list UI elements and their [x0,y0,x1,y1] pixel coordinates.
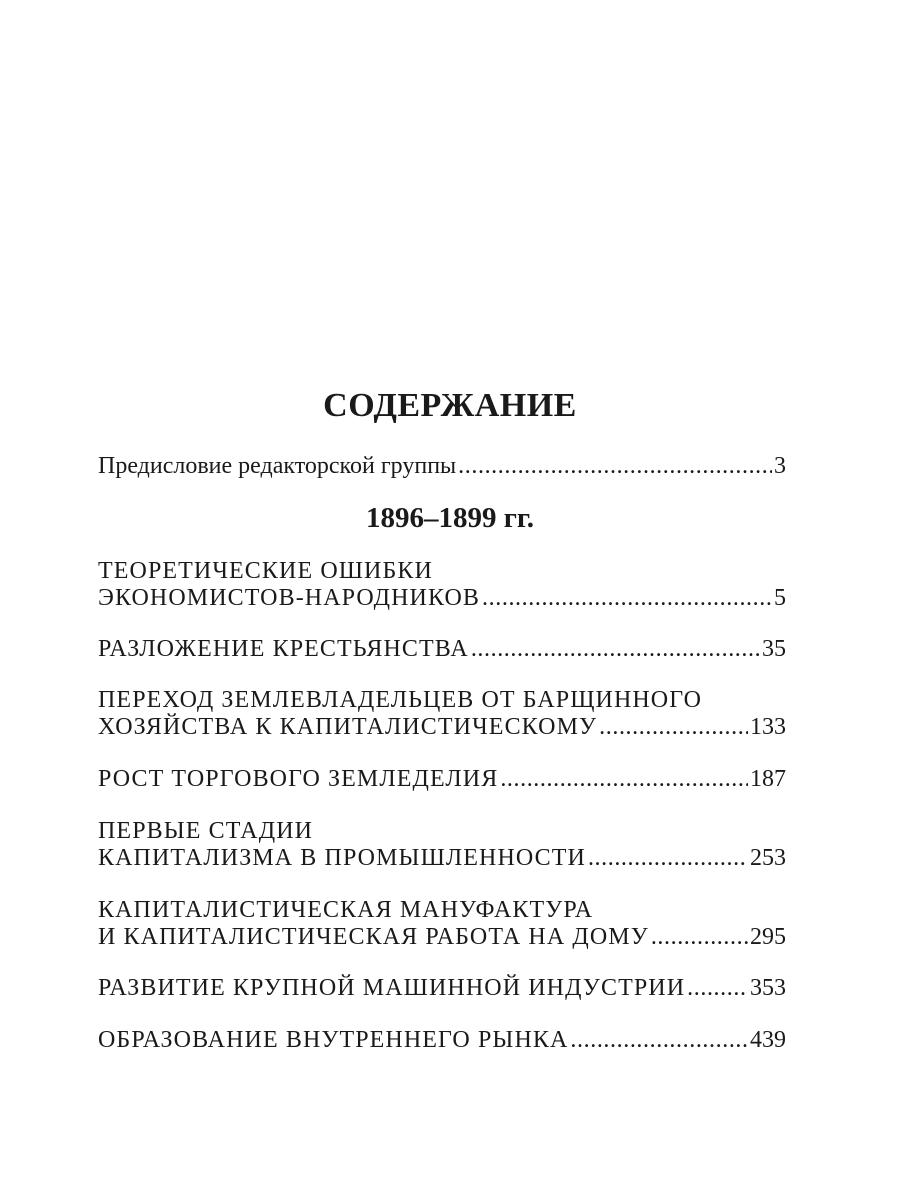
toc-entry-preface[interactable] [98,453,786,480]
section-heading: 1896–1899 гг. [365,502,535,534]
toc-line [98,1027,786,1054]
toc-line [98,453,786,480]
toc-entry[interactable] [98,766,786,793]
toc-line [98,766,786,793]
toc-page-number: 5 [774,585,786,611]
toc-entry-title-line1: ПЕРВЫЕ СТАДИИ [98,818,314,844]
toc-page-number: 35 [762,636,786,662]
toc-entry-title-line2: ХОЗЯЙСТВА К КАПИТАЛИСТИЧЕСКОМУ [98,714,598,740]
toc-entry-title-line1: КАПИТАЛИСТИЧЕСКАЯ МАНУФАКТУРА [98,897,594,923]
toc-entry[interactable] [98,897,786,951]
toc-line [98,636,786,663]
toc-entry-title-line1: ПЕРЕХОД ЗЕМЛЕВЛАДЕЛЬЦЕВ ОТ БАРЩИННОГО [98,687,703,713]
toc-entry-title-line1: РОСТ ТОРГОВОГО ЗЕМЛЕДЕЛИЯ [98,766,499,792]
dot-leader [588,845,748,872]
toc-entry-title: Предисловие редакторской группы [98,453,457,479]
dot-leader [651,924,748,951]
toc-line [98,845,786,872]
dot-leader [599,714,748,741]
toc-page-number: 353 [750,975,786,1001]
toc-entry-title-line1: РАЗВИТИЕ КРУПНОЙ МАШИННОЙ ИНДУСТРИИ [98,975,686,1001]
toc-line [98,558,786,585]
dot-leader [570,1027,748,1054]
toc-page-number: 187 [750,766,786,792]
toc-entry[interactable] [98,636,786,663]
toc-line [98,975,786,1002]
toc-line [98,687,786,714]
toc-entry[interactable] [98,1027,786,1054]
toc-entry-title-line1: ТЕОРЕТИЧЕСКИЕ ОШИБКИ [98,558,433,584]
dot-leader [458,453,772,480]
toc-entry[interactable] [98,687,786,741]
toc-entry-title-line2: КАПИТАЛИЗМА В ПРОМЫШЛЕННОСТИ [98,845,586,871]
toc-entry-title-line2: ЭКОНОМИСТОВ-НАРОДНИКОВ [98,585,481,611]
toc-entry[interactable] [98,558,786,612]
toc-page-number: 3 [774,453,786,479]
toc-entry-title-line1: РАЗЛОЖЕНИЕ КРЕСТЬЯНСТВА [98,636,469,662]
toc-line [98,714,786,741]
toc-page-number: 133 [750,714,786,740]
toc-page-number: 439 [750,1027,786,1053]
toc-line [98,924,786,951]
toc-line [98,897,786,924]
dot-leader [482,585,772,612]
page-title: СОДЕРЖАНИЕ [323,387,577,424]
dot-leader [471,636,760,663]
toc-entry-title-line2: И КАПИТАЛИСТИЧЕСКАЯ РАБОТА НА ДОМУ [98,924,649,950]
toc-line [98,585,786,612]
toc-line [98,818,786,845]
toc-entry[interactable] [98,818,786,872]
toc-entry-title-line1: ОБРАЗОВАНИЕ ВНУТРЕННЕГО РЫНКА [98,1027,569,1053]
toc-page-number: 253 [750,845,786,871]
dot-leader [500,766,748,793]
dot-leader [687,975,748,1002]
toc-page-number: 295 [750,924,786,950]
toc-entry[interactable] [98,975,786,1002]
